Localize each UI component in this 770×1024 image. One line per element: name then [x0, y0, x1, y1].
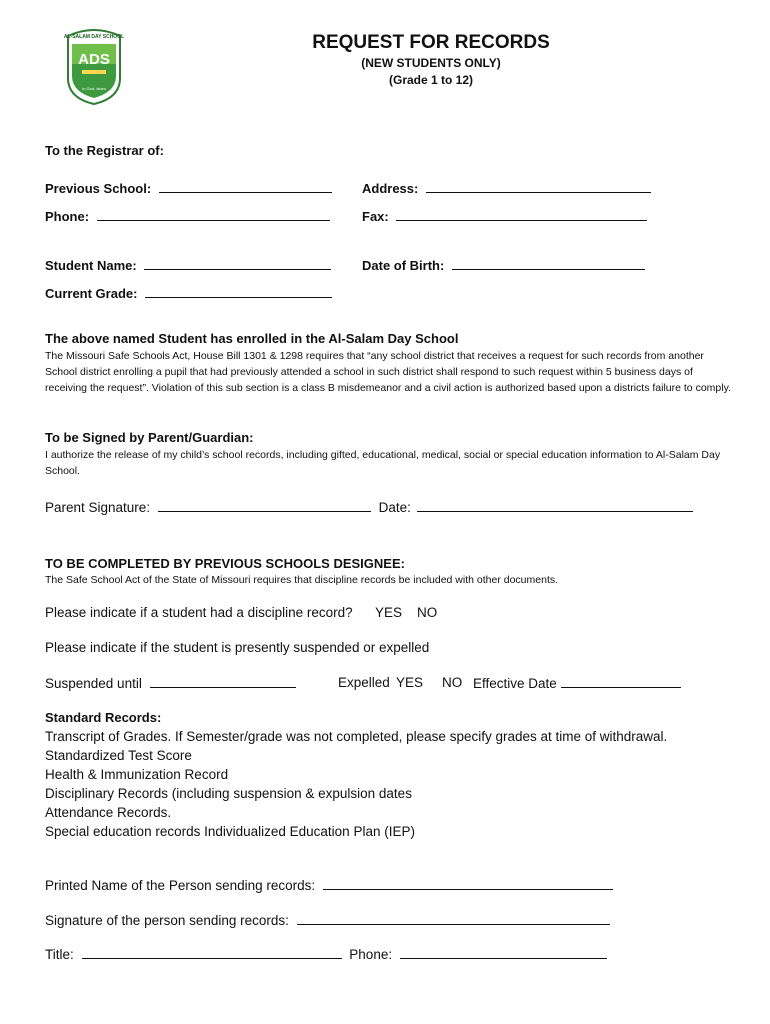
page-subtitle-students: (NEW STUDENTS ONLY) — [361, 56, 501, 70]
parent-body: I authorize the release of my child’s school records, including gifted, educational, medical, social or special education information to Al-Salam Day School. — [45, 449, 721, 477]
effective-date-label: Effective Date — [473, 676, 557, 691]
sender-phone-label: Phone: — [349, 947, 393, 962]
sender-title-label: Title: — [45, 947, 74, 962]
suspended-question: Please indicate if the student is presently suspended or expelled — [45, 640, 430, 655]
standard-record-item: Standardized Test Score — [45, 748, 192, 763]
suspended-until-field[interactable] — [45, 675, 296, 691]
standard-record-item: Special education records Individualized Education Plan (IEP) — [45, 824, 415, 839]
suspended-until-label: Suspended until — [45, 676, 142, 691]
current-grade-label: Current Grade: — [45, 286, 138, 301]
dob-line[interactable] — [452, 257, 645, 270]
student-name-field[interactable] — [45, 257, 331, 273]
standard-record-item: Transcript of Grades. If Semester/grade was not completed, please specify grades at time of withdrawal. — [45, 729, 668, 744]
parent-signature-field[interactable] — [45, 499, 693, 515]
sender-title-field[interactable] — [45, 946, 607, 962]
sender-title-line[interactable] — [82, 946, 342, 959]
expelled-no-option[interactable]: NO — [442, 675, 463, 690]
enrolled-heading: The above named Student has enrolled in the Al-Salam Day School — [45, 331, 459, 346]
suspended-until-line[interactable] — [150, 675, 296, 688]
enrolled-body: The Missouri Safe Schools Act, House Bill 1301 & 1298 requires that “any school district that receives a request for such records from another School district enrolling a pupil that had previously attended a school in such district shall respond to such request within 5 business days of receiving the request”. Violation of this sub section is a class B misdemeanor and a civil action is authorized based upon a districts failure to comply. — [45, 350, 731, 394]
designee-heading: TO BE COMPLETED BY PREVIOUS SCHOOLS DESIGNEE: — [45, 556, 405, 571]
discipline-question: Please indicate if a student had a discipline record? — [45, 605, 353, 620]
logo-motto: In God, Islam — [82, 86, 106, 91]
dob-label: Date of Birth: — [362, 258, 445, 273]
standard-record-item: Attendance Records. — [45, 805, 172, 820]
previous-school-label: Previous School: — [45, 181, 152, 196]
phone-label: Phone: — [45, 209, 90, 224]
fax-line[interactable] — [396, 208, 647, 221]
printed-name-label: Printed Name of the Person sending records: — [45, 878, 316, 893]
phone-field[interactable] — [45, 208, 330, 224]
parent-date-line[interactable] — [417, 499, 693, 512]
discipline-no-option[interactable]: NO — [417, 605, 438, 620]
previous-school-field[interactable] — [45, 180, 332, 196]
printed-name-field[interactable] — [45, 877, 613, 893]
student-name-line[interactable] — [144, 257, 331, 270]
page-title: REQUEST FOR RECORDS — [312, 32, 550, 53]
address-field[interactable] — [362, 180, 651, 196]
standard-record-item: Health & Immunization Record — [45, 767, 229, 782]
registrar-label: To the Registrar of: — [45, 143, 164, 158]
sender-phone-line[interactable] — [400, 946, 607, 959]
printed-name-line[interactable] — [323, 877, 613, 890]
parent-heading: To be Signed by Parent/Guardian: — [45, 430, 254, 445]
parent-signature-line[interactable] — [158, 499, 371, 512]
expelled-label: Expelled — [338, 675, 390, 690]
discipline-yes-option[interactable]: YES — [375, 605, 403, 620]
page-subtitle-grades: (Grade 1 to 12) — [388, 73, 474, 87]
effective-date-field[interactable] — [473, 675, 681, 691]
sender-signature-field[interactable] — [45, 912, 610, 928]
standard-record-item: Disciplinary Records (including suspension & expulsion dates — [45, 786, 412, 801]
sender-signature-line[interactable] — [297, 912, 610, 925]
current-grade-line[interactable] — [145, 285, 332, 298]
previous-school-line[interactable] — [159, 180, 332, 193]
current-grade-field[interactable] — [45, 285, 332, 301]
expelled-yes-option[interactable]: YES — [396, 675, 424, 690]
effective-date-line[interactable] — [561, 675, 681, 688]
parent-date-label: Date: — [378, 500, 411, 515]
parent-signature-label: Parent Signature: — [45, 500, 151, 515]
phone-line[interactable] — [97, 208, 330, 221]
dob-field[interactable] — [362, 257, 645, 273]
fax-field[interactable] — [362, 208, 647, 224]
address-label: Address: — [362, 181, 419, 196]
address-line[interactable] — [426, 180, 651, 193]
fax-label: Fax: — [362, 209, 389, 224]
designee-body: The Safe School Act of the State of Missouri requires that discipline records be included with other documents. — [45, 574, 559, 586]
student-name-label: Student Name: — [45, 258, 137, 273]
standard-records-heading: Standard Records: — [45, 710, 162, 725]
logo-school-name: AL-SALAM DAY SCHOOL — [64, 34, 124, 40]
sender-signature-label: Signature of the person sending records: — [45, 913, 289, 928]
logo-initials: ADS — [78, 51, 110, 68]
